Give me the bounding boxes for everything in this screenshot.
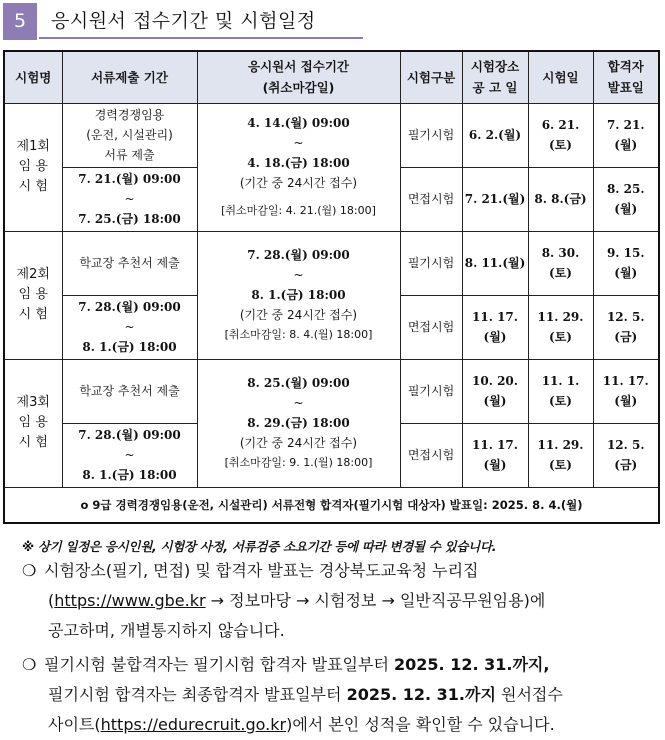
round-2-doc-upper: 학교장 추천서 제출 xyxy=(62,231,197,295)
round-1-doc-upper: 경력경쟁임용 (운전, 시설관리) 서류 제출 xyxy=(62,103,197,167)
round-3-app-period: 8. 25.(월) 09:00 ~ 8. 29.(금) 18:00 (기간 중 24시간 접수) [취소마감일: 9. 1.(월) 18:00] xyxy=(197,359,400,487)
section-header xyxy=(3,3,363,41)
header-venue: 시험장소 공 고 일 xyxy=(462,51,528,103)
round-3-interview-venue: 11. 17.(월) xyxy=(462,423,528,487)
header-doc-period: 서류제출 기간 xyxy=(62,51,197,103)
header-type: 시험구분 xyxy=(400,51,462,103)
round-2-written-venue: 8. 11.(월) xyxy=(462,231,528,295)
table-row xyxy=(4,231,659,295)
schedule-table xyxy=(3,50,660,524)
round-2-interview-venue: 11. 17.(월) xyxy=(462,295,528,359)
round-1-app-period: 4. 14.(월) 09:00 ~ 4. 18.(금) 18:00 (기간 중 24시간 접수) [취소마감일: 4. 21.(월) 18:00] xyxy=(197,103,400,231)
round-3-interview-result: 12. 5.(금) xyxy=(593,423,659,487)
round-1-interview-venue: 7. 21.(월) xyxy=(462,167,528,231)
round-3-doc-upper: 학교장 추천서 제출 xyxy=(62,359,197,423)
schedule-change-notice: ※ 상기 일정은 응시인원, 시험장 사정, 서류검증 소요기간 등에 따라 변경될 수 있습니다. xyxy=(22,539,497,554)
round-1-written-result: 7. 21.(월) xyxy=(593,103,659,167)
section-title: 응시원서 접수기간 및 시험일정 xyxy=(51,10,316,32)
round-3-written-date: 11. 1.(토) xyxy=(528,359,593,423)
round-3-name: 제3회 임 용 시 험 xyxy=(4,359,62,487)
table-row xyxy=(4,359,659,423)
notice-score-check: ❍ 필기시험 불합격자는 필기시험 합격자 발표일부터 2025. 12. 31.까지, 필기시험 합격자는 최종합격자 발표일부터 2025. 12. 31.까지 원서접수 사이트(https://edurecruit.go.kr)에서 본인 성적을 확인할 수 있습니다. xyxy=(22,650,652,740)
round-2-interview-date: 11. 29.(토) xyxy=(528,295,593,359)
round-2-interview-result: 12. 5.(금) xyxy=(593,295,659,359)
round-2-written-type: 필기시험 xyxy=(400,231,462,295)
round-3-doc-lower: 7. 28.(월) 09:00 ~ 8. 1.(금) 18:00 xyxy=(62,423,197,487)
round-1-name: 제1회 임 용 시 험 xyxy=(4,103,62,231)
round-3-written-type: 필기시험 xyxy=(400,359,462,423)
round-2-name: 제2회 임 용 시 험 xyxy=(4,231,62,359)
round-2-written-date: 8. 30.(토) xyxy=(528,231,593,295)
table-row xyxy=(4,103,659,167)
section-underline xyxy=(39,37,363,39)
bullet-icon: ❍ xyxy=(22,655,37,674)
header-result: 합격자 발표일 xyxy=(593,51,659,103)
round-1-interview-result: 8. 25.(월) xyxy=(593,167,659,231)
round-1-doc-lower: 7. 21.(월) 09:00 ~ 7. 25.(금) 18:00 xyxy=(62,167,197,231)
header-exam-date: 시험일 xyxy=(528,51,593,103)
round-3-written-result: 11. 17.(월) xyxy=(593,359,659,423)
round-2-written-result: 9. 15.(월) xyxy=(593,231,659,295)
edurecruit-link[interactable]: https://edurecruit.go.kr xyxy=(100,715,287,734)
round-3-written-venue: 10. 20.(월) xyxy=(462,359,528,423)
notice-venue-announcement: ❍ 시험장소(필기, 면접) 및 합격자 발표는 경상북도교육청 누리집 (https://www.gbe.kr → 정보마당 → 시험정보 → 일반직공무원임용)에 공고하며, 개별통지하지 않습니다. xyxy=(22,556,652,646)
round-3-interview-date: 11. 29.(토) xyxy=(528,423,593,487)
round-1-written-type: 필기시험 xyxy=(400,103,462,167)
round-2-app-period: 7. 28.(월) 09:00 ~ 8. 1.(금) 18:00 (기간 중 24시간 접수) [취소마감일: 8. 4.(월) 18:00] xyxy=(197,231,400,359)
gbe-link[interactable]: https://www.gbe.kr xyxy=(54,591,206,610)
bullet-icon: ❍ xyxy=(22,561,37,580)
round-1-interview-type: 면접시험 xyxy=(400,167,462,231)
header-app-period: 응시원서 접수기간 (취소마감일) xyxy=(197,51,400,103)
header-exam: 시험명 xyxy=(4,51,62,103)
table-header-row xyxy=(4,51,659,103)
round-2-doc-lower: 7. 28.(월) 09:00 ~ 8. 1.(금) 18:00 xyxy=(62,295,197,359)
round-2-interview-type: 면접시험 xyxy=(400,295,462,359)
round-1-written-date: 6. 21.(토) xyxy=(528,103,593,167)
table-footer-row xyxy=(4,487,659,523)
table-footer-note: o 9급 경력경쟁임용(운전, 시설관리) 서류전형 합격자(필기시험 대상자) 발표일: 2025. 8. 4.(월) xyxy=(4,487,659,523)
round-3-interview-type: 면접시험 xyxy=(400,423,462,487)
section-number: 5 xyxy=(3,3,37,40)
round-1-written-venue: 6. 2.(월) xyxy=(462,103,528,167)
round-1-interview-date: 8. 8.(금) xyxy=(528,167,593,231)
